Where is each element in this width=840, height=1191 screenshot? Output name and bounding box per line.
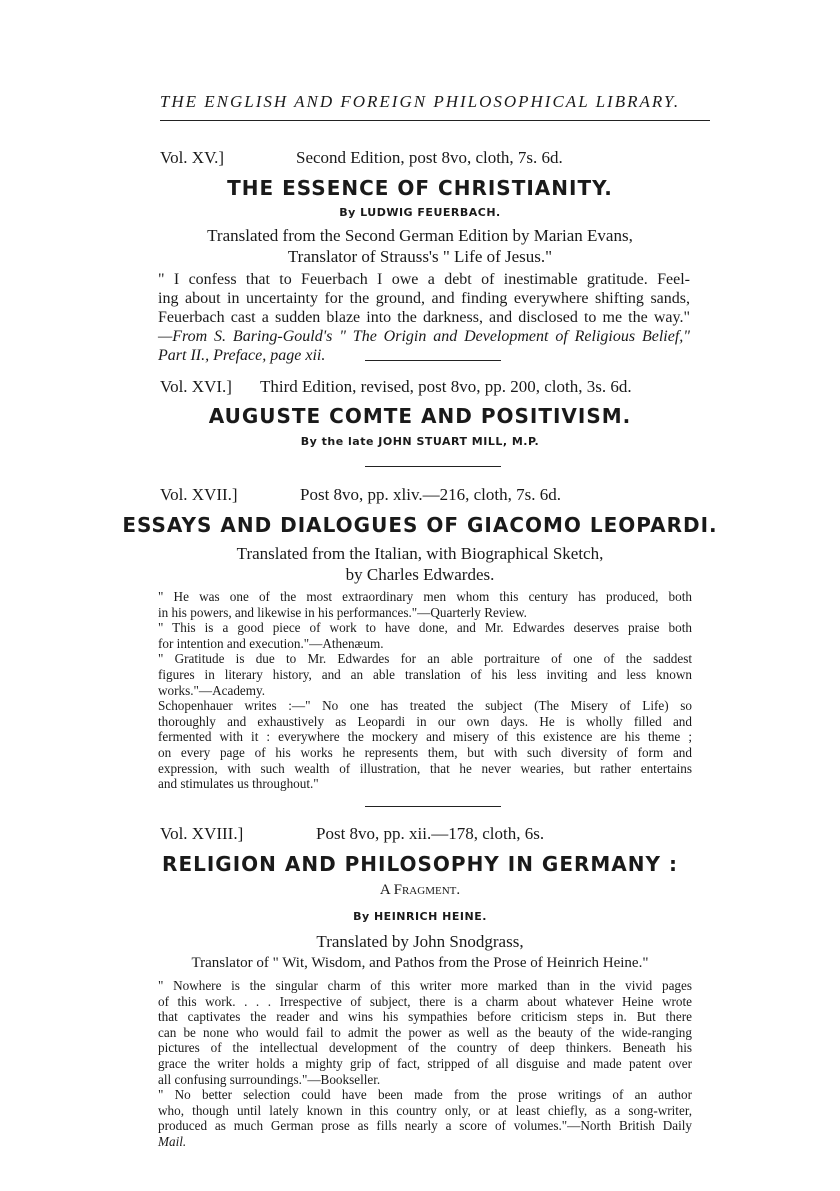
book-subtitle: A Fragment. <box>379 882 461 898</box>
quote-line: " This is a good piece of work to have done, and Mr. Edwardes deserves praise both <box>158 620 692 636</box>
quote-line: " Gratitude is due to Mr. Edwardes for an able portraiture of one of the saddest <box>158 651 692 667</box>
author-byline: By LUDWIG FEUERBACH. <box>339 206 501 219</box>
volume-number: Vol. XV.] <box>160 148 225 167</box>
volume-number: Vol. XVIII.] <box>160 824 244 843</box>
section-divider <box>365 466 501 467</box>
quote-line: thoroughly and exhaustively as Leopardi in our own days. He is wholly filled and <box>158 713 692 729</box>
section-divider <box>365 360 501 361</box>
quote-line: on every page of his works he represents them, but with such diversity of form and <box>158 744 692 760</box>
review-quote <box>158 270 690 365</box>
quote-line: in his powers, and likewise in his performances."—Quarterly Review. <box>158 604 527 620</box>
author-byline: By the late JOHN STUART MILL, M.P. <box>300 435 540 448</box>
edition-details: Second Edition, post 8vo, cloth, 7s. 6d. <box>296 148 563 167</box>
quote-line: produced as much German prose as fills nearly a score of volumes."—North British Daily <box>158 1118 692 1134</box>
quote-line: grace the writer holds a mighty grip of fact, stripped of all disguise and made patent over <box>158 1055 692 1071</box>
quote-line: pictures of the intellectual development of the country of deep thinkers. Beneath his <box>158 1040 692 1056</box>
edition-details: Post 8vo, pp. xliv.—216, cloth, 7s. 6d. <box>300 485 561 504</box>
quote-line: Feuerbach cast a sudden blaze into the darkness, and disclosed to me the way." <box>158 309 690 326</box>
quote-line: all confusing surroundings."—Bookseller. <box>158 1071 381 1087</box>
translator-note: Translator of " Wit, Wisdom, and Pathos from the Prose of Heinrich Heine." <box>191 955 649 971</box>
quote-line: ing about in uncertainty for the ground, and finding everywhere shifting sands, <box>158 290 690 307</box>
volume-number: Vol. XVII.] <box>160 485 238 504</box>
section-divider <box>365 806 501 807</box>
book-title: ESSAYS AND DIALOGUES OF GIACOMO LEOPARDI. <box>122 513 718 537</box>
book-title: RELIGION AND PHILOSOPHY IN GERMANY : <box>162 852 678 876</box>
book-title: THE ESSENCE OF CHRISTIANITY. <box>227 176 613 200</box>
header-rule <box>160 120 710 121</box>
translation-credit: Translated from the Italian, with Biographical Sketch, <box>236 544 604 563</box>
quote-line: " No better selection could have been made from the prose writings of an author <box>158 1087 692 1103</box>
quote-line: figures in literary history, and an able translation of his less inviting and less known <box>158 666 692 682</box>
quote-line: who, though until lately known in this country only, or at least chiefly, as a song-writer, <box>158 1102 692 1118</box>
quote-line: can be none who would fail to admit the power as well as the beauty of the wide-ranging <box>158 1024 692 1040</box>
author-byline: By HEINRICH HEINE. <box>353 910 487 923</box>
running-head: THE ENGLISH AND FOREIGN PHILOSOPHICAL LIBRARY. <box>159 92 681 111</box>
quote-line: " I confess that to Feuerbach I owe a debt of inestimable gratitude. Feel- <box>158 271 690 288</box>
quote-line: Part II., Preface, page xii. <box>158 347 326 364</box>
translator-name: by Charles Edwardes. <box>345 565 495 584</box>
edition-details: Third Edition, revised, post 8vo, pp. 200, cloth, 3s. 6d. <box>260 377 632 396</box>
quote-line: of this work. . . . Irrespective of subject, there is a charm about whatever Heine wrote <box>158 993 692 1009</box>
quote-line: fermented with it : everywhere the mockery and misery of this existence are his theme ; <box>158 729 692 745</box>
translation-credit: Translated from the Second German Edition by Marian Evans, <box>207 226 633 245</box>
translation-credit: Translated by John Snodgrass, <box>316 932 524 951</box>
quote-line: for intention and execution."—Athenæum. <box>158 635 384 651</box>
book-title: AUGUSTE COMTE AND POSITIVISM. <box>208 404 632 428</box>
quote-line: Schopenhauer writes :—" No one has treated the subject (The Misery of Life) so <box>158 698 692 714</box>
review-quotes <box>158 978 692 1150</box>
volume-number: Vol. XVI.] <box>160 377 232 396</box>
translator-note: Translator of Strauss's " Life of Jesus." <box>287 247 553 266</box>
quote-line: works."—Academy. <box>158 682 266 698</box>
quote-line: expression, with such wealth of illustration, that he never wearies, but rather entertains <box>158 760 692 776</box>
review-quotes <box>158 589 692 792</box>
quote-line: that captivates the reader and wins his sympathies before criticism steps in. But there <box>158 1009 692 1025</box>
quote-line: " Nowhere is the singular charm of this writer more marked than in the vivid pages <box>158 978 692 993</box>
quote-line: " He was one of the most extraordinary men whom this century has produced, both <box>158 589 692 604</box>
quote-line: Mail. <box>158 1133 187 1149</box>
quote-line: and stimulates us throughout." <box>158 776 319 792</box>
edition-details: Post 8vo, pp. xii.—178, cloth, 6s. <box>316 824 545 843</box>
quote-line: —From S. Baring-Gould's " The Origin and Development of Religious Belief," <box>158 328 690 345</box>
